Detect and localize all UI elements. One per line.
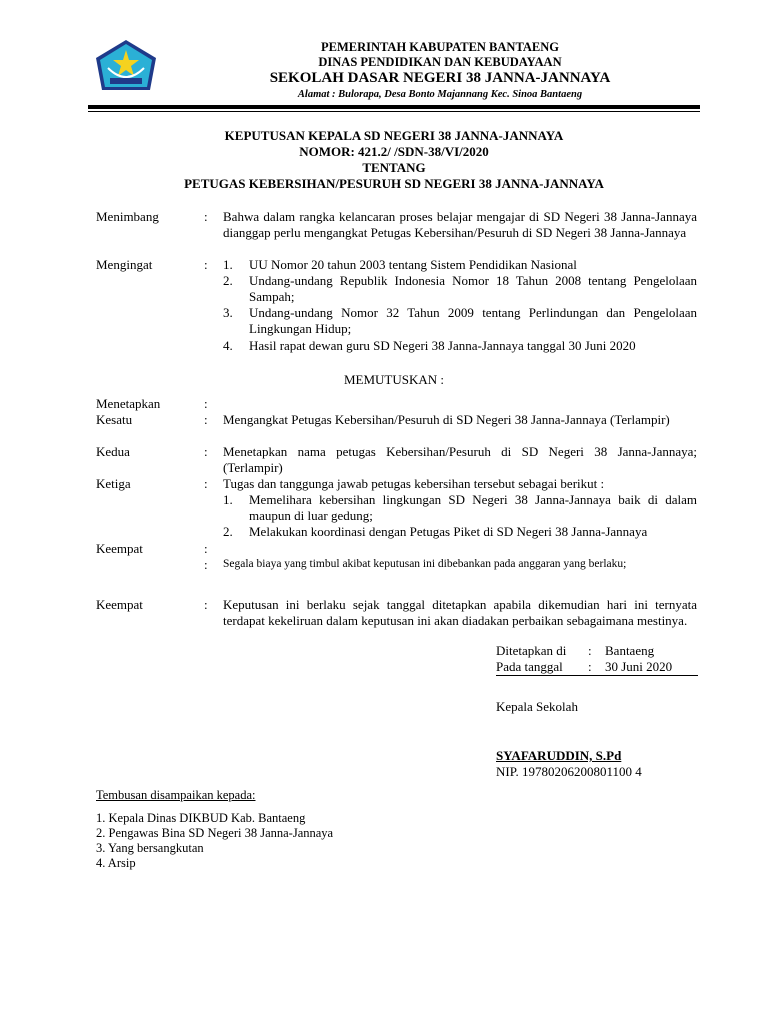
mengingat-item: Hasil rapat dewan guru SD Negeri 38 Janna-Jannaya tanggal 30 Juni 2020: [249, 338, 636, 353]
kesatu-label: Kesatu: [96, 412, 133, 427]
tembusan-item: 3. Yang bersangkutan: [96, 841, 204, 855]
mengingat-item: UU Nomor 20 tahun 2003 tentang Sistem Pendidikan Nasional: [249, 257, 577, 272]
letterhead-school: SEKOLAH DASAR NEGERI 38 JANNA-JANNAYA: [269, 70, 611, 86]
regency-emblem-icon: [92, 38, 160, 94]
decree-about: TENTANG: [362, 160, 426, 175]
date-label: Pada tanggal: [496, 659, 563, 674]
place-value: Bantaeng: [605, 643, 655, 658]
colon: :: [204, 476, 208, 491]
decree-subject: PETUGAS KEBERSIHAN/PESURUH SD NEGERI 38 JANNA-JANNAYA: [184, 176, 604, 191]
kedua-text: Menetapkan nama petugas Kebersihan/Pesuruh di SD Negeri 38 Janna-Jannaya; (Terlampir): [223, 444, 697, 475]
colon: :: [204, 257, 208, 272]
list-number: 1.: [223, 492, 233, 507]
colon: :: [204, 396, 208, 411]
mengingat-item: Undang-undang Nomor 32 Tahun 2009 tentang Perlindungan dan Pengelolaan Lingkungan Hidup;: [249, 305, 697, 336]
letterhead-address: Alamat : Bulorapa, Desa Bonto Majannang Kec. Sinoa Bantaeng: [297, 89, 583, 100]
letterhead-government: PEMERINTAH KABUPATEN BANTAENG: [321, 40, 559, 54]
list-number: 2.: [223, 524, 233, 539]
menetapkan-label: Menetapkan: [96, 396, 161, 411]
tembusan-item: 2. Pengawas Bina SD Negeri 38 Janna-Jannaya: [96, 826, 334, 840]
colon: :: [204, 557, 208, 572]
list-number: 3.: [223, 305, 233, 320]
tembusan-item: 4. Arsip: [96, 856, 136, 870]
colon: :: [204, 209, 208, 224]
ketiga-item: Melakukan koordinasi dengan Petugas Piket di SD Negeri 38 Janna-Jannaya: [249, 524, 648, 539]
list-number: 2.: [223, 273, 233, 288]
letterhead-department: DINAS PENDIDIKAN DAN KEBUDAYAAN: [318, 55, 562, 69]
signer-name: SYAFARUDDIN, S.Pd: [496, 748, 622, 763]
kedua-label: Kedua: [96, 444, 130, 459]
ketiga-text: Tugas dan tanggunga jawab petugas kebersihan tersebut sebagai berikut :: [223, 476, 605, 491]
signer-position: Kepala Sekolah: [496, 699, 578, 714]
keempat-text: Keputusan ini berlaku sejak tanggal ditetapkan apabila dikemudian hari ini ternyata terdapat kekeliruan dalam keputusan ini akan diadakan perbaikan sebagaimana mestinya.: [223, 597, 697, 628]
colon: :: [204, 412, 208, 427]
list-number: 4.: [223, 338, 233, 353]
keempat-label: Keempat: [96, 597, 143, 612]
ketiga-label: Ketiga: [96, 476, 131, 491]
date-row: [496, 659, 698, 676]
menimbang-label: Menimbang: [96, 209, 159, 224]
mengingat-item: Undang-undang Republik Indonesia Nomor 18 Tahun 2008 tentang Pengelolaan Sampah;: [249, 273, 697, 304]
menimbang-text: Bahwa dalam rangka kelancaran proses belajar mengajar di SD Negeri 38 Janna-Jannaya dianggap perlu mengangkat Petugas Kebersihan/Pesuruh di SD Negeri 38 Janna-Jannaya: [223, 209, 697, 240]
list-number: 1.: [223, 257, 233, 272]
kesatu-text: Mengangkat Petugas Kebersihan/Pesuruh di SD Negeri 38 Janna-Jannaya (Terlampir): [223, 412, 670, 427]
place-label: Ditetapkan di: [496, 643, 567, 658]
signer-nip: NIP. 19780206200801100 4: [496, 764, 642, 779]
letterhead-divider-thick: [88, 105, 700, 109]
colon: :: [204, 541, 208, 556]
ketiga-item: Memelihara kebersihan lingkungan SD Negeri 38 Janna-Jannaya baik di dalam maupun di luar gedung;: [249, 492, 697, 523]
keempat-text: Segala biaya yang timbul akibat keputusan ini dibebankan pada anggaran yang berlaku;: [223, 558, 627, 570]
date-value: 30 Juni 2020: [605, 659, 673, 674]
tembusan-heading: Tembusan disampaikan kepada:: [96, 788, 256, 802]
colon: :: [588, 659, 592, 674]
colon: :: [204, 444, 208, 459]
keempat-label: Keempat: [96, 541, 143, 556]
decree-number: NOMOR: 421.2/ /SDN-38/VI/2020: [299, 144, 489, 159]
tembusan-item: 1. Kepala Dinas DIKBUD Kab. Bantaeng: [96, 811, 306, 825]
mengingat-label: Mengingat: [96, 257, 153, 272]
memutuskan-heading: MEMUTUSKAN :: [343, 372, 445, 387]
decree-title: KEPUTUSAN KEPALA SD NEGERI 38 JANNA-JANNAYA: [224, 128, 564, 143]
colon: :: [588, 643, 592, 658]
letterhead-divider-thin: [88, 111, 700, 112]
colon: :: [204, 597, 208, 612]
